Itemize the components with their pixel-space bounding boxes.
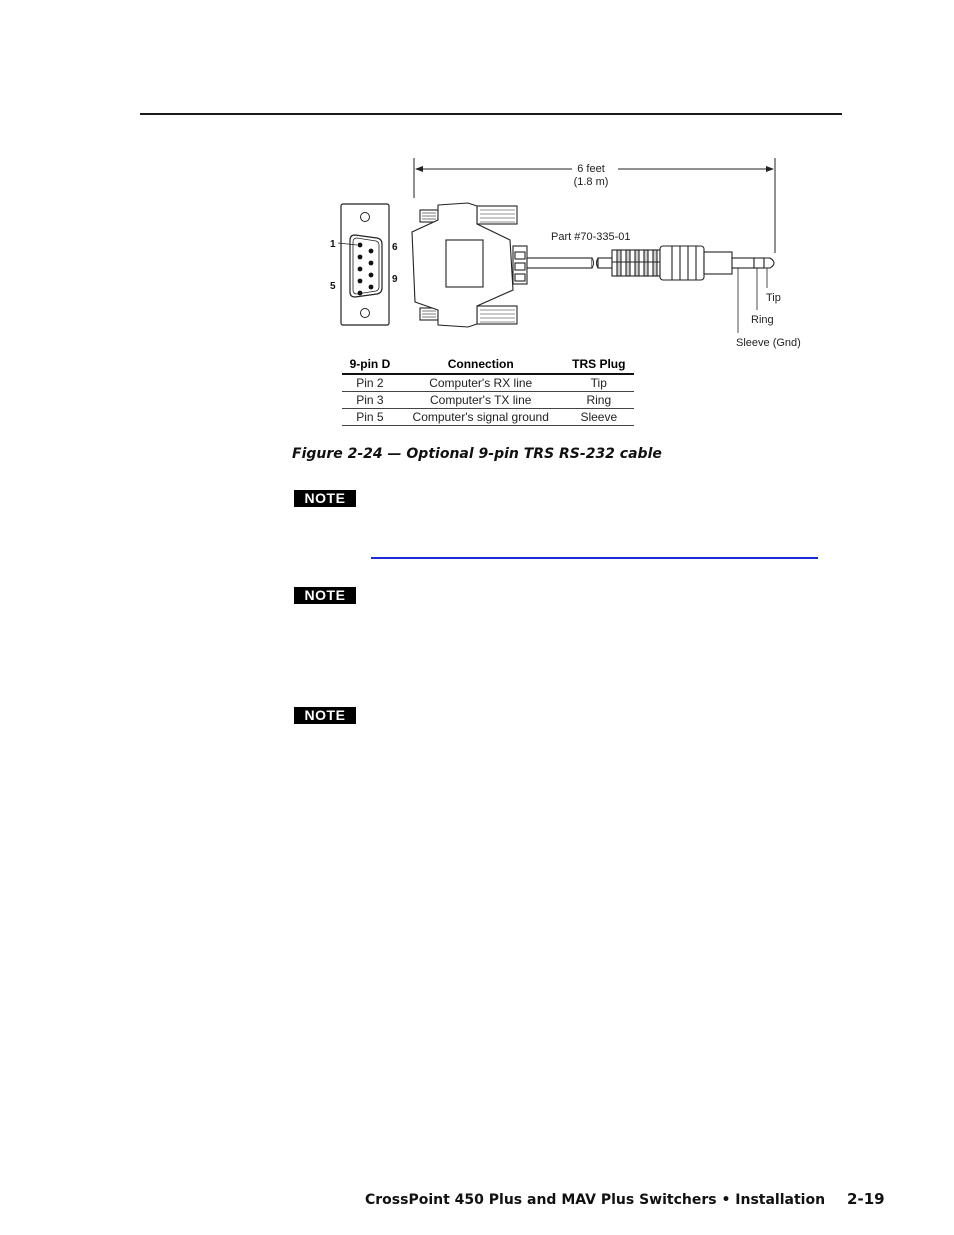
table-cell: Pin 5	[342, 409, 398, 426]
db9-connector-hood	[412, 203, 527, 327]
trs-plug	[612, 246, 774, 280]
table-cell: Computer's TX line	[398, 392, 564, 409]
note-badge: NOTE	[294, 707, 356, 724]
note-badge: NOTE	[294, 490, 356, 507]
col-header-trs: TRS Plug	[564, 356, 634, 374]
table-cell: Tip	[564, 374, 634, 392]
dimension-label-meters: (1.8 m)	[573, 176, 609, 188]
page-number: 2-19	[847, 1190, 885, 1208]
table-row	[342, 374, 634, 392]
dimension-label-feet: 6 feet	[577, 163, 605, 175]
table-cell: Ring	[564, 392, 634, 409]
table-cell: Pin 3	[342, 392, 398, 409]
pin-label-5: 5	[330, 281, 336, 292]
table-row	[342, 409, 634, 426]
footer-title: CrossPoint 450 Plus and MAV Plus Switchers • Installation	[365, 1192, 826, 1208]
cable	[527, 258, 612, 268]
table-cell: Computer's RX line	[398, 374, 564, 392]
col-header-9pin: 9-pin D	[342, 356, 398, 374]
trs-tip-label: Tip	[766, 292, 781, 304]
page-footer	[365, 1190, 885, 1208]
pinout-table	[342, 356, 634, 426]
part-number-label: Part #70-335-01	[551, 231, 631, 243]
table-row	[342, 392, 634, 409]
table-cell: Pin 2	[342, 374, 398, 392]
cable-diagram	[320, 150, 820, 355]
trs-ring-label: Ring	[751, 314, 774, 326]
header-rule	[140, 113, 842, 115]
pin-label-1: 1	[330, 239, 336, 250]
col-header-connection: Connection	[398, 356, 564, 374]
table-cell: Computer's signal ground	[398, 409, 564, 426]
link-underline[interactable]	[371, 557, 818, 559]
trs-sleeve-label: Sleeve (Gnd)	[736, 337, 801, 349]
pinout-table-header	[342, 356, 634, 374]
figure-caption: Figure 2-24 — Optional 9-pin TRS RS-232 cable	[292, 446, 662, 462]
table-cell: Sleeve	[564, 409, 634, 426]
note-badge: NOTE	[294, 587, 356, 604]
pin-label-6: 6	[392, 242, 398, 253]
pin-label-9: 9	[392, 274, 398, 285]
